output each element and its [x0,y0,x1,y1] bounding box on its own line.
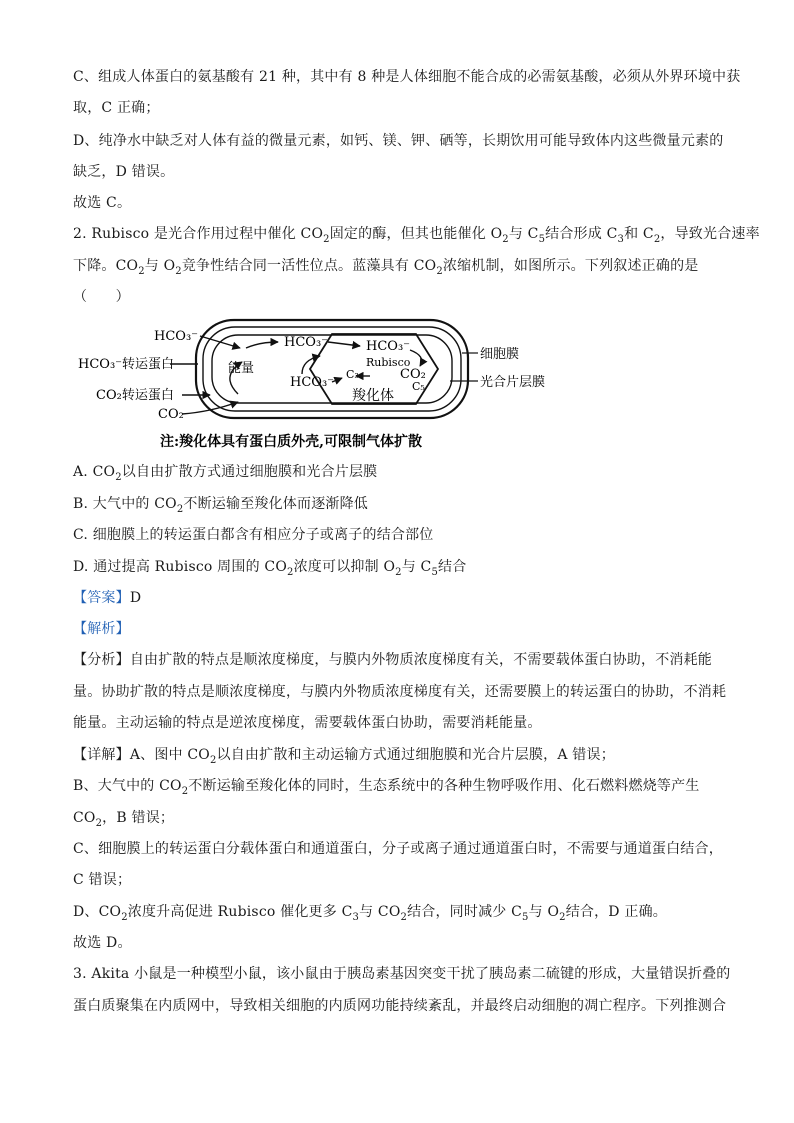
q2-fenxi-line1: 【分析】自由扩散的特点是顺浓度梯度，与膜内外物质浓度梯度有关，不需要载体蛋白协助，不消耗能 [73,652,713,668]
label-thylakoid-membrane: 光合片层膜 [480,375,546,390]
q1-option-d-line1: D、纯净水中缺乏对人体有益的微量元素，如钙、镁、钾、硒等，长期饮用可能导致体内这些微量元素的 [73,133,724,149]
label-hco3-carboxysome: HCO₃⁻ [366,339,411,354]
q2-xiangjie-c-line1: C、细胞膜上的转运蛋白分载体蛋白和通道蛋白，分子或离子通过通道蛋白时，不需要与通道蛋白结合， [73,841,723,857]
arrow-hco3-to-carboxysome [328,342,360,346]
label-hco3-outside: HCO₃⁻ [154,329,199,344]
label-co2-carboxysome: CO₂ [400,367,426,382]
q2-analysis-heading: 【解析】 [73,621,130,637]
diagram-note: 注:羧化体具有蛋白质外壳,可限制气体扩散 [160,434,423,450]
q2-fenxi-line3: 能量。主动运输的特点是逆浓度梯度，需要载体蛋白协助，需要消耗能量。 [73,715,542,731]
label-rubisco: Rubisco [366,356,411,369]
q2-xiangjie-a: 【详解】A、图中 $CO_2$以自由扩散和主动运输方式通过细胞膜和光合片层膜，A 错误； [73,747,615,766]
label-c3: C₃ [346,368,359,381]
label-hco3-transporter: HCO₃⁻转运蛋白 [78,357,175,372]
q3-stem-line2: 蛋白质聚集在内质网中，导致相关细胞的内质网功能持续紊乱，并最终启动细胞的凋亡程序。下列推测合 [73,998,727,1014]
q3-stem-line1: 3. Akita 小鼠是一种模型小鼠，该小鼠由于胰岛素基因突变干扰了胰岛素二硫键的形成，大量错误折叠的 [73,966,731,982]
q2-stem-line2: 下降。$CO_2$与 $O_2$竞争性结合同一活性位点。蓝藻具有 $CO_2$浓缩机制，如图所示。下列叙述正确的是 [73,258,699,277]
label-carboxysome: 羧化体 [352,388,394,404]
q2-xiangjie-b-line1: B、大气中的 $CO_2$不断运输至羧化体的同时，生态系统中的各种生物呼吸作用、化石燃料燃烧等产生 [73,778,700,797]
q2-answer: 【答案】D [73,590,142,606]
q2-xiangjie-b-line2: $CO_2$，B 错误； [73,810,175,829]
q1-option-d-line2: 缺乏，D 错误。 [73,164,175,180]
q2-option-b: B. 大气中的 $CO_2$不断运输至羧化体而逐渐降低 [73,496,368,515]
arrow-co2-diffuse [182,402,238,414]
q2-xiangjie-d: D、$CO_2$浓度升高促进 Rubisco 催化更多 $C_3$与 $CO_2$结合，同时减少 $C_5$与 $O_2$结合，D 正确。 [73,904,667,923]
q2-xiangjie-c-line2: C 错误； [73,872,132,888]
q1-option-c-line1: C、组成人体蛋白的氨基酸有 21 种，其中有 8 种是人体细胞不能合成的必需氨基酸，必须从外界环境中获 [73,69,741,85]
q2-option-d: D. 通过提高 Rubisco 周围的 $CO_2$浓度可以抑制 $O_2$与 $C_5$结合 [73,559,467,578]
label-cell-membrane: 细胞膜 [480,347,520,362]
label-c5: C₅ [412,380,425,393]
q1-choose: 故选 C。 [73,195,132,211]
q1-option-c-line2: 取，C 正确； [73,100,160,116]
label-energy: 能量 [228,361,255,376]
co2-concentration-diagram [70,316,570,452]
q2-choose: 故选 D。 [73,935,132,951]
q2-option-c: C. 细胞膜上的转运蛋白都含有相应分子或离子的结合部位 [73,527,434,543]
label-hco3-mid: HCO₃⁻ [284,335,329,350]
q2-fenxi-line2: 量。协助扩散的特点是顺浓度梯度，与膜内外物质浓度梯度有关，还需要膜上的转运蛋白的协助，不消耗 [73,684,727,700]
label-co2-transporter: CO₂转运蛋白 [96,388,174,403]
label-hco3-inner: HCO₃⁻ [290,375,335,390]
q2-option-a: A. $CO_2$以自由扩散方式通过细胞膜和光合片层膜 [73,464,378,483]
arrow-to-hco3-mid [246,342,278,348]
q2-stem-line1: 2. Rubisco 是光合作用过程中催化 $CO_2$固定的酶，但其也能催化 $O_2$与 $C_5$结合形成 $C_3$和 $C_2$，导致光合速率 [73,226,760,245]
arrow-hco3-to-co2 [410,350,422,366]
q2-paren: （ ） [73,289,130,305]
label-co2-outside: CO₂ [158,407,184,422]
